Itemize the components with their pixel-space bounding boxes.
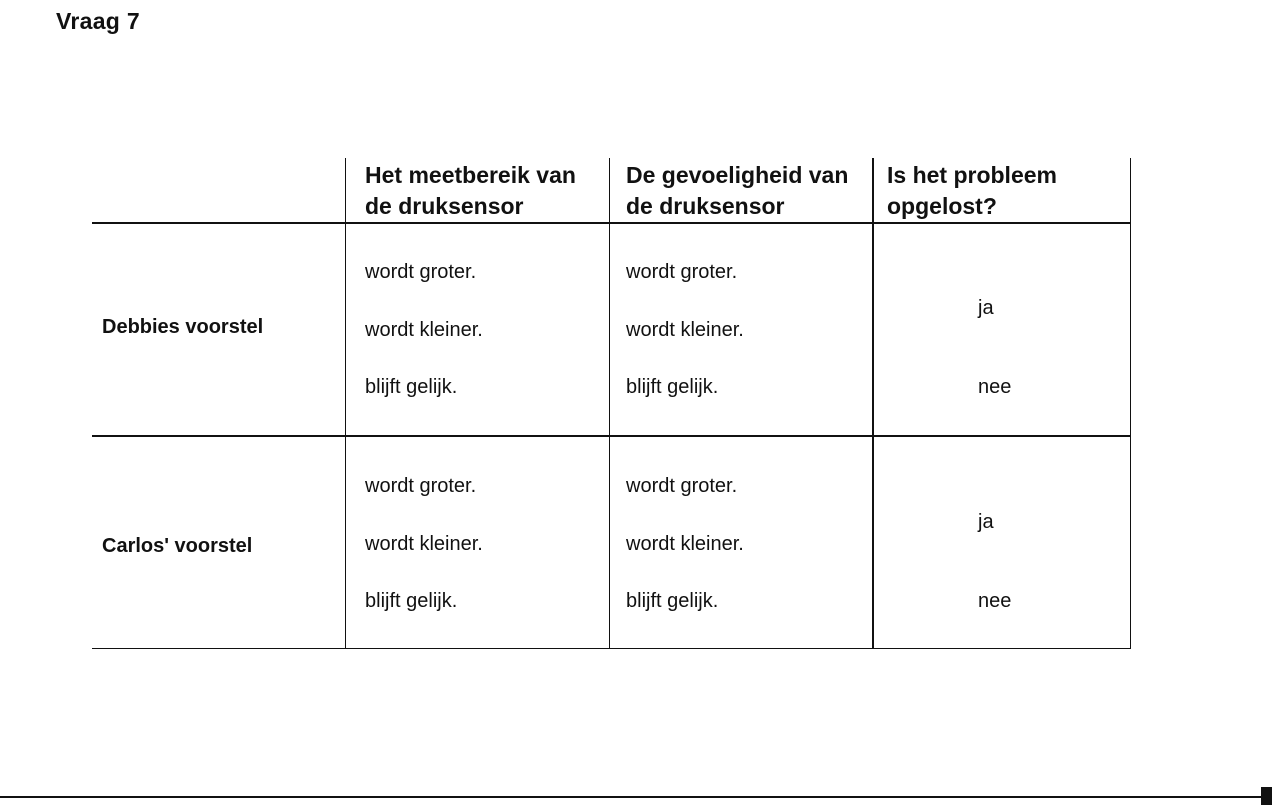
header-measuring-range <box>365 160 576 222</box>
option-sensitivity-larger[interactable]: wordt groter. <box>626 475 738 497</box>
column-divider <box>1130 158 1131 648</box>
header-line: de druksensor <box>626 193 785 219</box>
option-solved-yes[interactable]: ja <box>978 297 994 319</box>
option-range-larger[interactable]: wordt groter. <box>365 475 477 497</box>
option-sensitivity-same[interactable]: blijft gelijk. <box>626 590 719 612</box>
column-divider <box>609 158 610 648</box>
option-sensitivity-same[interactable]: blijft gelijk. <box>626 376 719 398</box>
option-sensitivity-smaller[interactable]: wordt kleiner. <box>626 533 744 555</box>
header-line: Is het probleem <box>887 162 1057 188</box>
option-sensitivity-larger[interactable]: wordt groter. <box>626 261 738 283</box>
row-rule <box>92 435 1131 437</box>
option-range-same[interactable]: blijft gelijk. <box>365 376 458 398</box>
option-sensitivity-smaller[interactable]: wordt kleiner. <box>626 319 744 341</box>
header-line: De gevoeligheid van <box>626 162 849 188</box>
option-range-larger[interactable]: wordt groter. <box>365 261 477 283</box>
header-rule <box>92 222 1131 224</box>
option-solved-no[interactable]: nee <box>978 376 1012 398</box>
column-divider <box>345 158 346 648</box>
table-bottom-rule <box>92 648 1131 649</box>
option-range-smaller[interactable]: wordt kleiner. <box>365 319 483 341</box>
option-range-smaller[interactable]: wordt kleiner. <box>365 533 483 555</box>
page-end-marker-icon <box>1261 787 1272 805</box>
row-label-debbie: Debbies voorstel <box>102 316 264 338</box>
option-range-same[interactable]: blijft gelijk. <box>365 590 458 612</box>
header-sensitivity <box>626 160 848 222</box>
option-solved-yes[interactable]: ja <box>978 511 994 533</box>
header-line: opgelost? <box>887 193 997 219</box>
header-problem-solved <box>887 160 1057 222</box>
header-line: de druksensor <box>365 193 524 219</box>
page-bottom-rule <box>0 796 1262 798</box>
column-divider <box>872 158 874 648</box>
header-line: Het meetbereik van <box>365 162 576 188</box>
option-solved-no[interactable]: nee <box>978 590 1012 612</box>
question-title: Vraag 7 <box>56 8 140 34</box>
row-label-carlos: Carlos' voorstel <box>102 535 253 557</box>
